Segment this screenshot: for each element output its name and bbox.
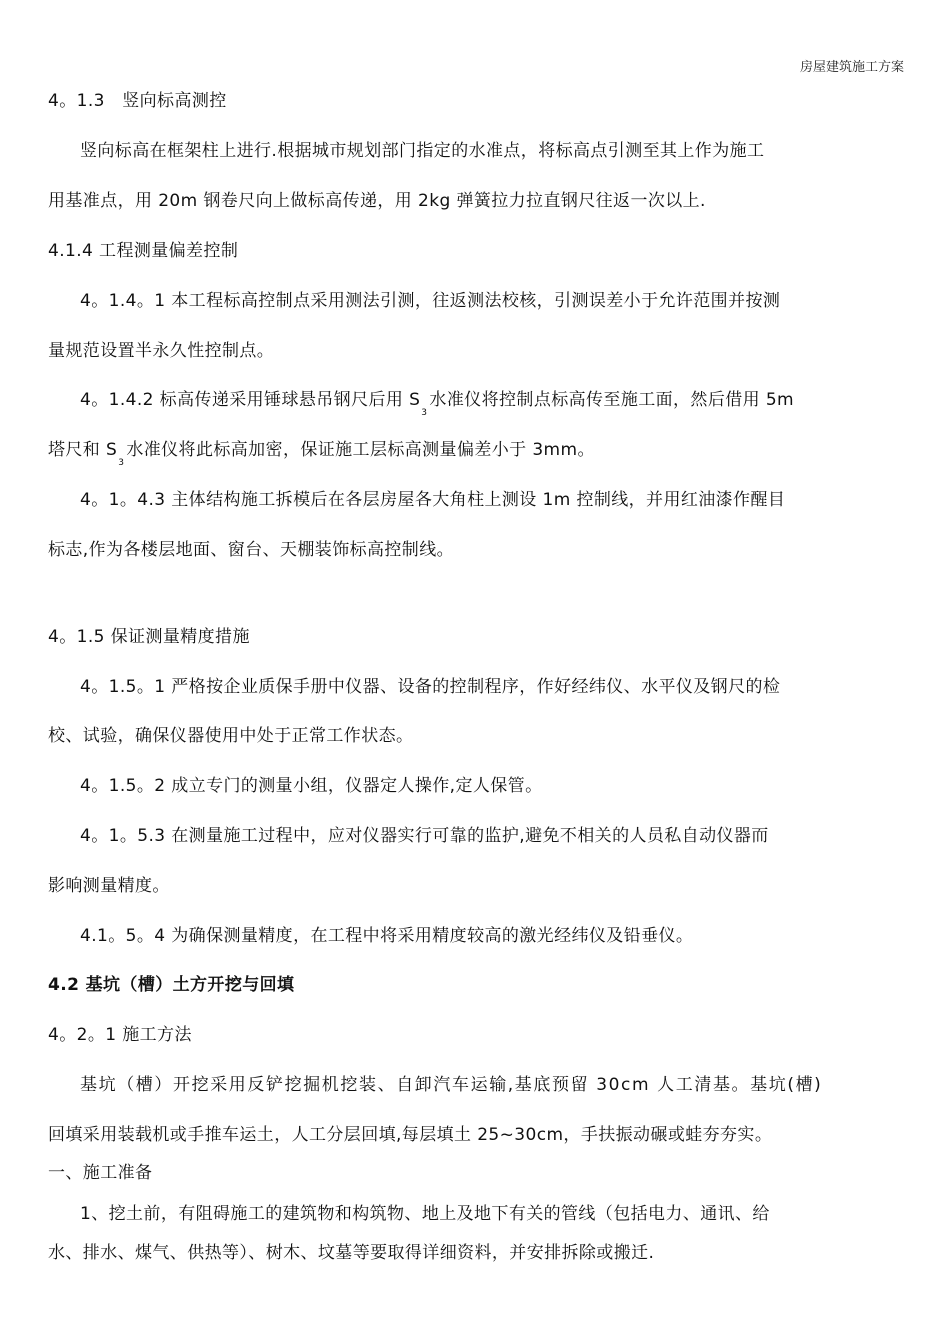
paragraph-line: 4。1.5。2 成立专门的测量小组，仪器定人操作,定人保管。 [80,776,543,796]
paragraph-line: 校、试验，确保仪器使用中处于正常工作状态。 [48,726,414,746]
text-segment: 水准仪将此标高加密，保证施工层标高测量偏差小于 3mm。 [126,440,595,460]
paragraph-line: 4。1。4.3 主体结构施工拆模后在各层房屋各大角柱上测设 1m 控制线，并用红油漆作醒目 [80,490,786,510]
section-4-1-5-title: 4。1.5 保证测量精度措施 [48,627,250,647]
text-segment: 水准仪将控制点标高传至施工面，然后借用 5m [429,390,795,410]
paragraph-line: 1、挖土前，有阻碍施工的建筑物和构筑物、地上及地下有关的管线（包括电力、通讯、给 [80,1204,770,1224]
paragraph-line: 标志,作为各楼层地面、窗台、天棚装饰标高控制线。 [48,540,455,560]
paragraph-line [80,385,908,418]
paragraph-line: 水、排水、煤气、供热等）、树木、坟墓等要取得详细资料，并安排拆除或搬迁. [48,1243,655,1263]
subscript: 3 [421,408,428,418]
section-4-2-1-title: 4。2。1 施工方法 [48,1025,192,1045]
section-4-1-4-title: 4.1.4 工程测量偏差控制 [48,241,239,261]
prep-heading: 一、施工准备 [48,1163,153,1183]
paragraph-line: 基坑（槽）开挖采用反铲挖掘机挖装、自卸汽车运输,基底预留 30cm 人工清基。基坑(槽) [80,1075,823,1095]
paragraph-line: 量规范设置半永久性控制点。 [48,341,275,361]
section-4-1-3-title: 4。1.3 竖向标高测控 [48,91,227,111]
section-4-2-title: 4.2 基坑（槽）土方开挖与回填 [48,975,295,995]
text-segment: 塔尺和 S [48,440,118,460]
paragraph-line: 用基准点，用 20m 钢卷尺向上做标高传递，用 2kg 弹簧拉力拉直钢尺往返一次以上. [48,191,706,211]
paragraph-line: 4。1.5。1 严格按企业质保手册中仪器、设备的控制程序，作好经纬仪、水平仪及钢尺的检 [80,677,781,697]
paragraph-line: 4。1.4。1 本工程标高控制点采用测法引测，往返测法校核，引测误差小于允许范围并按测 [80,291,781,311]
text-segment: 4。1.4.2 标高传递采用锤球悬吊钢尺后用 S [80,390,421,410]
paragraph-line [48,435,908,468]
subscript: 3 [118,458,125,468]
page-header: 房屋建筑施工方案 [799,60,904,75]
paragraph-line: 影响测量精度。 [48,876,170,896]
paragraph-line: 竖向标高在框架柱上进行.根据城市规划部门指定的水准点，将标高点引测至其上作为施工 [80,141,765,161]
paragraph-line: 4。1。5.3 在测量施工过程中，应对仪器实行可靠的监护,避免不相关的人员私自动仪器而 [80,826,769,846]
paragraph-line: 回填采用装载机或手推车运土，人工分层回填,每层填土 25~30cm，手扶振动碾或蛙夯夯实。 [48,1125,773,1145]
paragraph-line: 4.1。5。4 为确保测量精度，在工程中将采用精度较高的激光经纬仪及铅垂仪。 [80,926,694,946]
